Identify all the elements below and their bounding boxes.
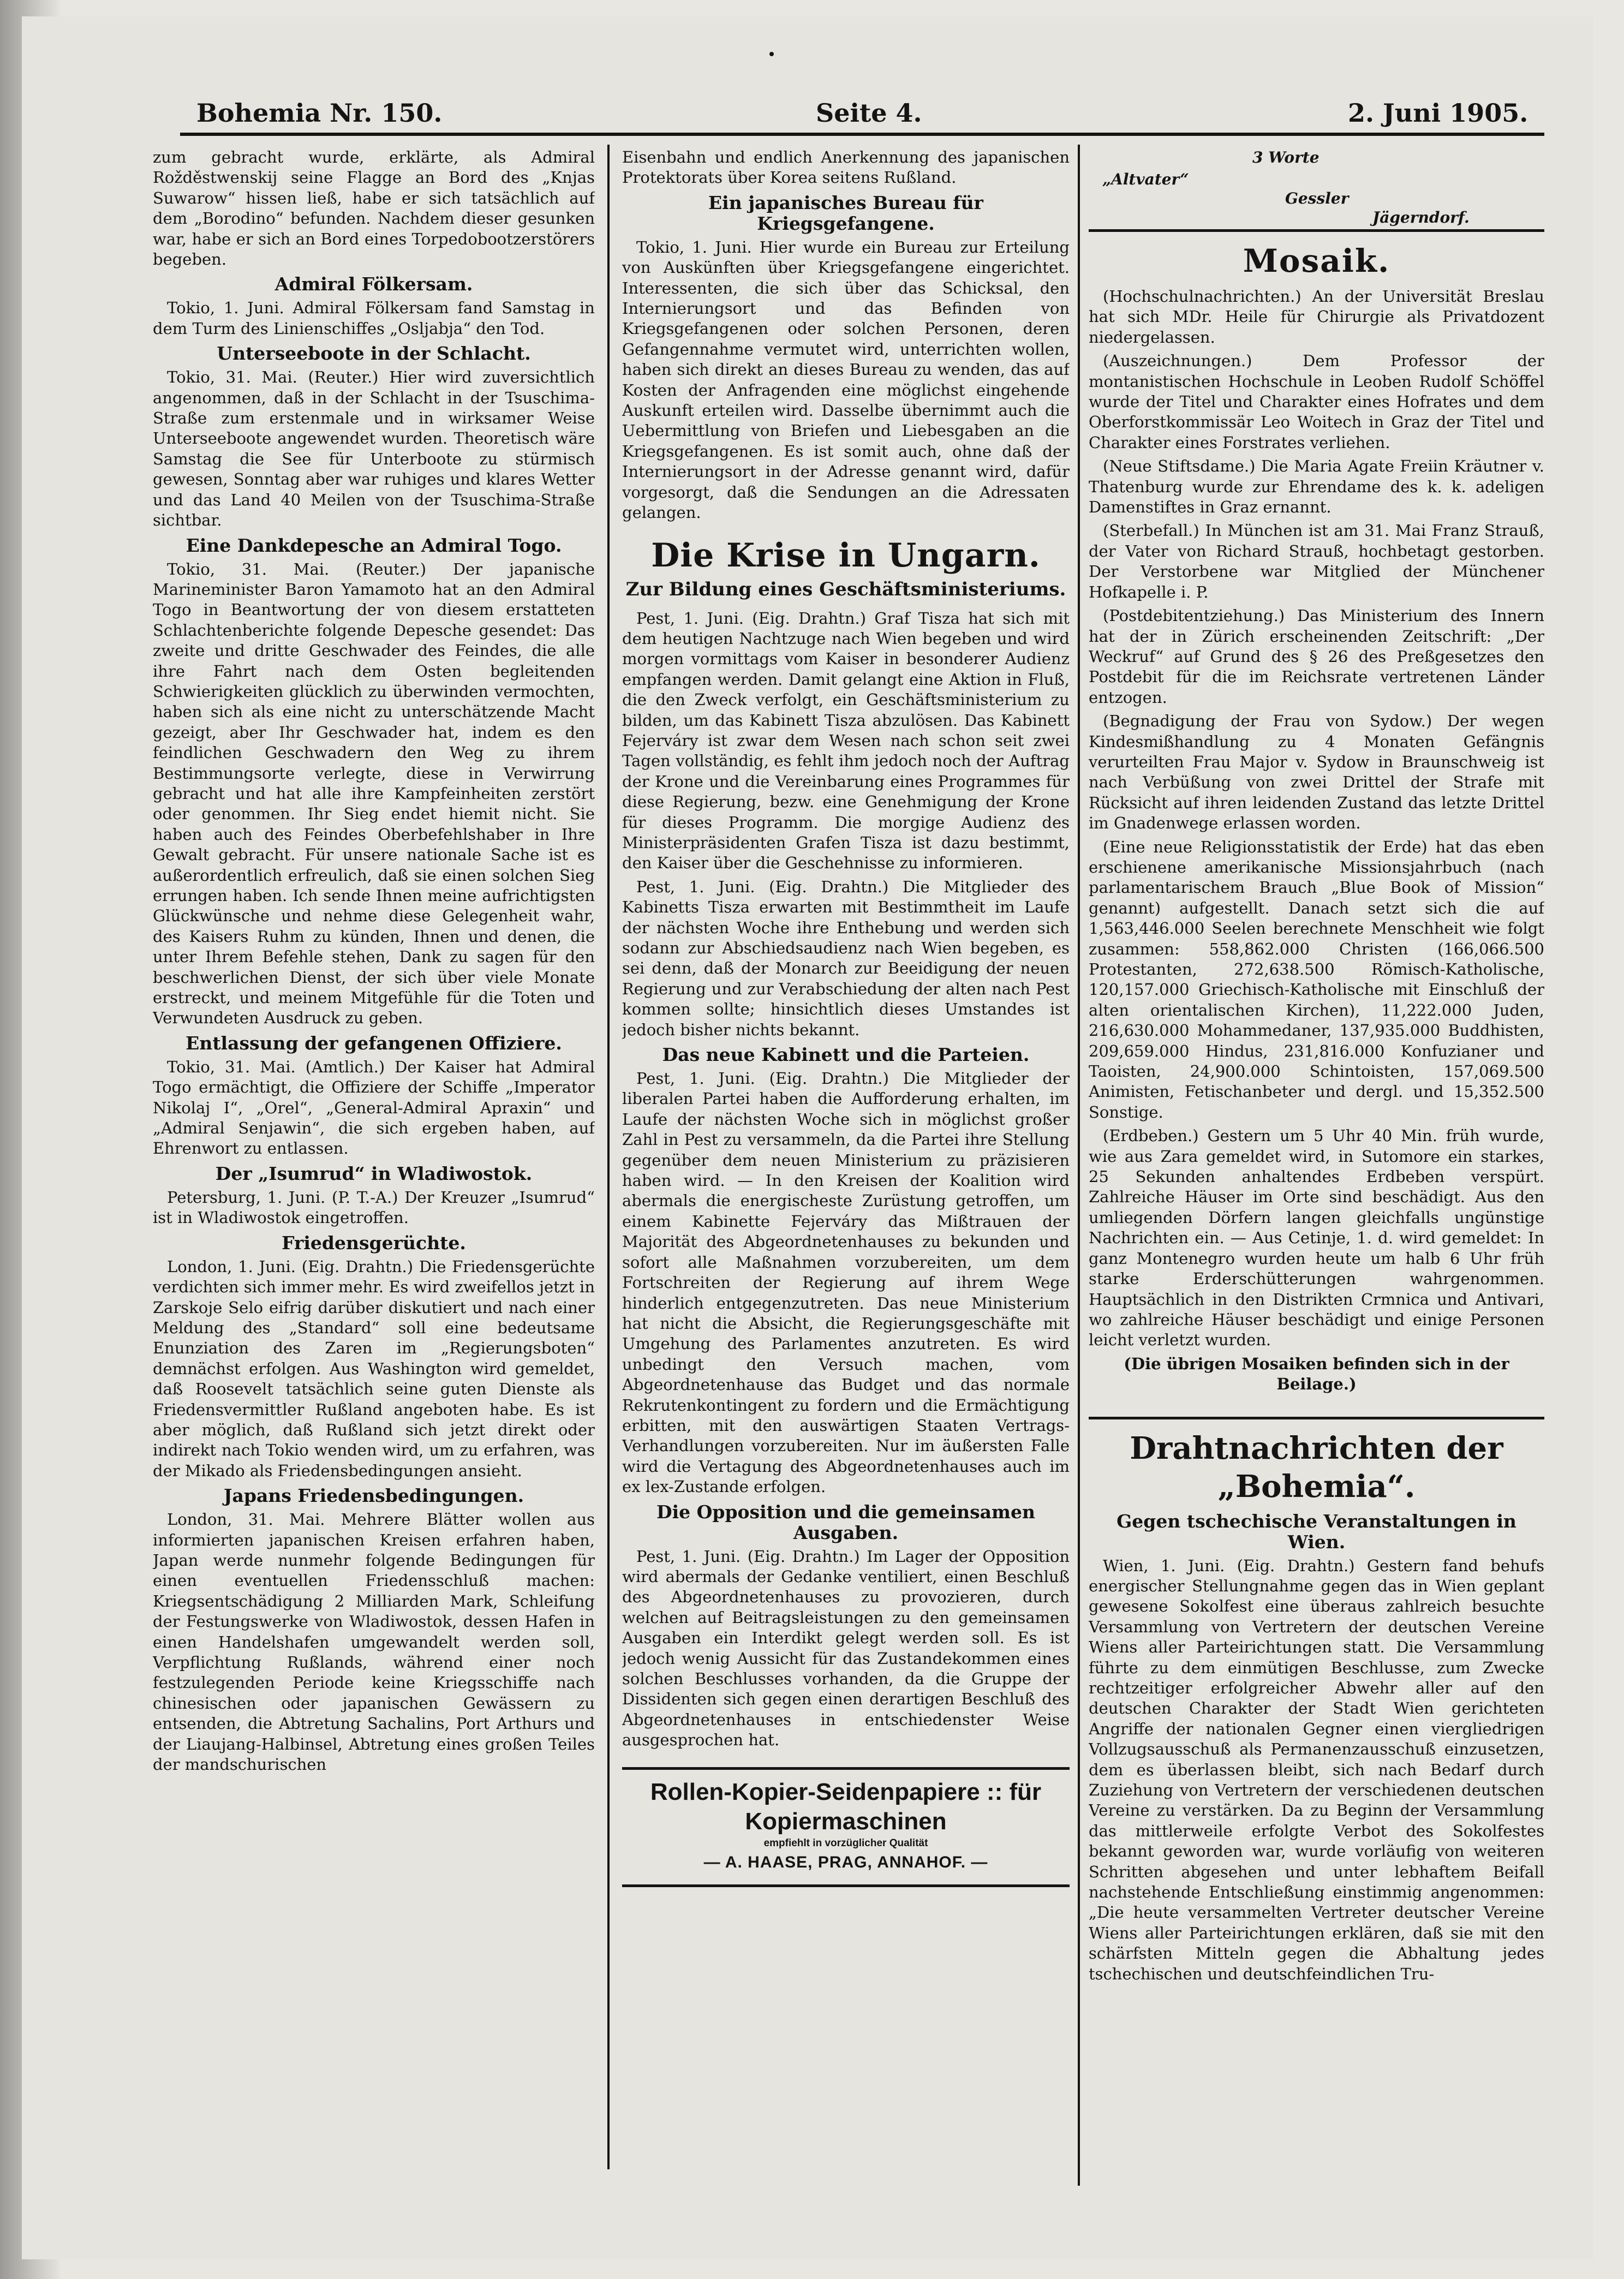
- article-continuation: zum gebracht wurde, erklärte, als Admiral Rožděstwenskij seine Flagge an Bord des „Knjas Suwarow“ hissen ließ, habe er sich tatsächlich auf dem „Borodino“ befunden. Nachdem dieser gesunken war, habe er sich an Bord eines Torpedobootzerstörers begeben.: [153, 148, 595, 269]
- mosaik-item: (Erdbeben.) Gestern um 5 Uhr 40 Min. früh wurde, wie aus Zara gemeldet wird, in Sutomore ein starkes, 25 Sekunden anhaltendes Erdbeben verspürt. Zahlreiche Häuser im Orte sind beschädigt. Aus den umliegenden Dörfern langen gleichfalls ungünstige Nachrichten ein. — Aus Cetinje, 1. d. wird gemeldet: In ganz Montenegro wurden heute um halb 6 Uhr früh starke Erderschütterungen wahrgenommen. Hauptsächlich in den Distrikten Crmnica und Antivari, wo zahlreiche Häuser beschädigt und einige Personen leicht verletzt wurden.: [1089, 1126, 1544, 1350]
- page-number: Seite 4.: [816, 98, 922, 128]
- article-text: Tokio, 31. Mai. (Reuter.) Der japanische Marineminister Baron Yamamoto hat an den Admiral Togo in Beantwortung der von diesem erstatteten Schlachtenberichte folgende Depesche gesendet: Das zweite und dritte Geschwader des Feindes, die alle ihre Fahrt nach dem Osten begleitenden Schwierigkeiten glücklich zu überwinden vermochten, haben sich als eine nicht zu unterschätzende Macht gezeigt, aber Ihr Geschwader hat, indem es den feindlichen Geschwadern den Weg zu ihrem Bestimmungsorte verlegte, diese in Verwirrung gebracht und hat alle ihre Kampfeinheiten zerstört oder genommen. Ihr Sieg endet hiemit nicht. Sie haben auch des Feindes Oberbefehlshaber in Ihre Gewalt gebracht. Für unsere nationale Sache ist es außerordentlich erfreulich, daß sie einen solchen Sieg errungen haben. Ich sende Ihnen meine aufrichtigsten Glückwünsche und nehme diese Gelegenheit wahr, des Kaisers Ruhm zu künden, Ihnen und denen, die unter Ihrem Befehle stehen, Dank zu sagen für den beschwerlichen Dienst, der sich über viele Monate erstreckt, und meinem Mitgefühle für die Toten und Verwundeten Ausdruck zu geben.: [153, 559, 595, 1028]
- column-1: [153, 147, 595, 2167]
- article-text: London, 1. Juni. (Eig. Drahtn.) Die Friedensgerüchte verdichten sich immer mehr. Es wird zweifellos jetzt in Zarskoje Selo eifrig darüber diskutiert und nach einer Meldung des „Standard“ soll eine bedeutsame Enunziation des Zaren im „Regierungsboten“ demnächst erfolgen. Aus Washington wird gemeldet, daß Roosevelt tatsächlich seine guten Dienste als Friedensvermittler Rußland angeboten habe. Es ist aber möglich, daß Rußland sich jetzt direkt oder indirekt nach Tokio wenden wird, um zu erfahren, was der Mikado als Friedensbedingungen ansieht.: [153, 1257, 595, 1480]
- headline-entlassung: Entlassung der gefangenen Offiziere.: [186, 1032, 562, 1054]
- article-text: Pest, 1. Juni. (Eig. Drahtn.) Graf Tisza hat sich mit dem heutigen Nachtzuge nach Wien begeben und wird morgen vormittags vom Kaiser in besonderer Audienz empfangen werden. Damit gelangt eine Aktion in Fluß, die den Zweck verfolgt, ein Geschäftsministerium zu bilden, um das Kabinett Tisza abzulösen. Das Kabinett Fejerváry ist zwar dem Wesen nach schon seit zwei Tagen vollständig, es fehlt ihm jedoch noch der Auftrag der Krone und die Vereinbarung eines Programmes für diese Regierung, bezw. eine Genehmigung der Krone für dieses Programm. Die morgige Audienz des Ministerpräsidenten Grafen Tisza ist dazu bestimmt, den Kaiser über die Geschehnisse zu informieren.: [622, 608, 1070, 873]
- mosaik-item: (Postdebitentziehung.) Das Ministerium des Innern hat der in Zürich erscheinenden Zeitschrift: „Der Weckruf“ auf Grund des § 26 des Preßgesetzes den Postdebit für die im Reichsrate vertretenen Länder entzogen.: [1089, 606, 1544, 707]
- ad-address: — A. HAASE, PRAG, ANNAHOF. —: [703, 1853, 988, 1871]
- mosaik-item: (Auszeichnungen.) Dem Professor der montanistischen Hochschule in Leoben Rudolf Schöffel wurde der Titel und Charakter eines Hofrates und dem Oberforstkommissär Leo Woitech in Graz der Titel und Charakter eines Forstrates verliehen.: [1089, 351, 1544, 452]
- ad-logo-text: „Altvater“: [1102, 170, 1189, 188]
- mosaik-item: (Hochschulnachrichten.) An der Universität Breslau hat sich MDr. Heile für Chirurgie als Privatdozent niedergelassen.: [1089, 287, 1544, 347]
- advertisement-haase: [622, 1767, 1070, 1887]
- subheadline-geschaeftsministerium: Zur Bildung eines Geschäftsministeriums.: [625, 578, 1066, 600]
- masthead-issue: Bohemia Nr. 150.: [196, 98, 443, 128]
- article-text: Pest, 1. Juni. (Eig. Drahtn.) Im Lager der Opposition wird abermals der Gedanke ventiliert, einen Beschluß des Abgeordnetenhauses zu provozieren, durch welchen auf Beitragsleistungen zu den gemeinsamen Ausgaben ein Interdikt gelegt werden soll. Es ist jedoch wenig Aussicht für das Zustandekommen eines solchen Beschlusses vorhanden, da die Gruppe der Dissidenten sich gegen einen derartigen Beschluß des Abgeordnetenhauses in entschiedenster Weise ausgesprochen hat.: [622, 1547, 1070, 1750]
- header-rule: [180, 133, 1544, 136]
- headline-friedensbedingungen: Japans Friedensbedingungen.: [223, 1485, 524, 1507]
- headline-unterseeboote: Unterseeboote in der Schlacht.: [217, 343, 531, 365]
- section-title-mosaik: Mosaik.: [1243, 242, 1390, 279]
- headline-neues-kabinett: Das neue Kabinett und die Parteien.: [662, 1044, 1030, 1066]
- column-2: [622, 147, 1070, 2167]
- ad-logo-text: Gessler: [1285, 189, 1349, 207]
- issue-date: 2. Juni 1905.: [1348, 98, 1529, 128]
- article-continuation: Eisenbahn und endlich Anerkennung des japanischen Protektorats über Korea seitens Rußland.: [622, 148, 1070, 187]
- mosaik-item: (Begnadigung der Frau von Sydow.) Der wegen Kindesmißhandlung zu 4 Monaten Gefängnis verurteilten Frau Major v. Sydow in Braunschweig ist nach Verbüßung von zwei Drittel der Strafe mit Rücksicht auf ihren leidenden Zustand das letzte Drittel im Gnadenwege erlassen worden.: [1089, 712, 1544, 833]
- ad-logo-text: Jägerndorf.: [1372, 208, 1470, 226]
- mosaik-item: (Sterbefall.) In München ist am 31. Mai Franz Strauß, der Vater von Richard Strauß, hochbetagt gestorben. Der Verstorbene war Mitglied der Münchener Hofkapelle i. P.: [1089, 521, 1544, 601]
- column-rule-1: [607, 145, 610, 2169]
- headline-friedensgeruechte: Friedensgerüchte.: [282, 1232, 466, 1254]
- ad-logo-text: 3 Worte: [1252, 148, 1320, 166]
- article-text: Pest, 1. Juni. (Eig. Drahtn.) Die Mitglieder des Kabinetts Tisza erwarten mit Bestimmtheit im Laufe der nächsten Woche ihre Enthebung und werden sich sodann zur Abschiedsaudienz nach Wien begeben, es sei denn, daß der Monarch zur Beeidigung der neuen Regierung und zur Verabschiedung der alten nach Pest kommen sollte; hinsichtlich dieses Umstandes ist jedoch bisher nichts bekannt.: [622, 877, 1070, 1039]
- headline-dankdepesche: Eine Dankdepesche an Admiral Togo.: [186, 534, 562, 556]
- mosaik-footnote: (Die übrigen Mosaiken befinden sich in der Beilage.): [1124, 1354, 1509, 1394]
- ad-tagline: empfiehlt in vorzüglicher Qualität: [763, 1837, 928, 1849]
- headline-foelkersam: Admiral Fölkersam.: [274, 273, 473, 295]
- article-text: Pest, 1. Juni. (Eig. Drahtn.) Die Mitglieder der liberalen Partei haben die Aufforderung erhalten, im Laufe der nächsten Woche sich in möglichst großer Zahl in Pest zu versammeln, da die Partei ihre Stellung gegenüber dem neuen Ministerium zu präzisieren haben wird. — In den Kreisen der Koalition wird abermals die energischeste Zurüstung getroffen, um einem Kabinette Fejerváry das Mißtrauen der Majorität des Abgeordnetenhauses zu bekunden und sofort alle Maßnahmen vorzubereiten, um dem Fortschreiten der Regierung auf ihrem Wege hinderlich entgegenzutreten. Das neue Ministerium hat nicht die Absicht, die Regierungsgeschäfte mit Umgehung des Parlamentes anzutreten. Es wird unbedingt den Versuch machen, vom Abgeordnetenhause das Budget und das normale Rekrutenkontingent zu fordern und die Ermächtigung erbitten, mit den auswärtigen Staaten Vertrags-Verhandlungen vorzubereiten. Nur im äußersten Falle wird die Vertagung des Abgeordnetenhauses auch im ex lex-Zustande erfolgen.: [622, 1069, 1070, 1496]
- headline-isumrud: Der „Isumrud“ in Wladiwostok.: [215, 1162, 533, 1184]
- headline-opposition: Die Opposition und die gemeinsamen Ausgaben.: [656, 1501, 1035, 1543]
- column-rule-2: [1078, 145, 1080, 2186]
- headline-krise-ungarn: Die Krise in Ungarn.: [651, 536, 1041, 575]
- section-title-drahtnachrichten: Drahtnachrichten der „Bohemia“.: [1089, 1417, 1544, 1506]
- column-3: [1089, 147, 1544, 2183]
- headline-bureau: Ein japanisches Bureau für Kriegsgefangene.: [708, 192, 983, 234]
- article-text: Petersburg, 1. Juni. (P. T.-A.) Der Kreuzer „Isumrud“ ist in Wladiwostok eingetroffen.: [153, 1188, 595, 1227]
- article-text: Tokio, 31. Mai. (Amtlich.) Der Kaiser hat Admiral Togo ermächtigt, die Offiziere der Schiffe „Imperator Nikolaj I“, „Orel“, „General-Admiral Apraxin“ und „Admiral Senjawin“, die sich ergeben haben, auf Ehrenwort zu entlassen.: [153, 1057, 595, 1158]
- headline-tschechische-veranstaltungen: Gegen tschechische Veranstaltungen in Wien.: [1116, 1510, 1516, 1553]
- mosaik-item: (Neue Stiftsdame.) Die Maria Agate Freiin Kräutner v. Thatenburg wurde zur Ehrendame des k. k. adeligen Damenstiftes in Graz ernannt.: [1089, 457, 1544, 517]
- mosaik-item: (Eine neue Religionsstatistik der Erde) hat das eben erschienene amerikanische Missionsjahrbuch (nach parlamentarischem Brauch „Blue Book of Mission“ genannt) aufgestellt. Danach setzt sich die auf 1,563,446.000 Seelen berechnete Menschheit wie folgt zusammen: 558,862.000 Christen (166,066.500 Protestanten, 272,638.500 Römisch-Katholische, 120,157.000 Griechisch-Katholische mit Einschluß der alten orientalischen Kirchen), 11,222.000 Juden, 216,630.000 Mohammedaner, 137,935.000 Buddhisten, 209,659.000 Hindus, 231,816.000 Konfuzianer und Taoisten, 24,900.000 Schintoisten, 157,069.500 Animisten, Fetischanbeter und dergl. und 15,352.500 Sonstige.: [1089, 837, 1544, 1121]
- article-text: Tokio, 31. Mai. (Reuter.) Hier wird zuversichtlich angenommen, daß in der Schlacht in der Tsuschima-Straße zum erstenmale und in wirksamer Weise Unterseeboote angewendet wurden. Theoretisch wäre Samstag die See für Unterboote zu stürmisch gewesen, Sonntag aber war ruhiges und klares Wetter und das Land 40 Meilen von der Tsuschima-Straße sichtbar.: [153, 368, 595, 530]
- article-text: Tokio, 1. Juni. Admiral Fölkersam fand Samstag in dem Turm des Linienschiffes „Osljabja“ den Tod.: [153, 299, 595, 338]
- article-text: Tokio, 1. Juni. Hier wurde ein Bureau zur Erteilung von Auskünften über Kriegsgefangene eingerichtet. Interessenten, die sich über das Schicksal, den Internierungsort und das Befinden von Kriegsgefangenen oder solchen Personen, deren Gefangennahme vermutet wird, unterrichten wollen, haben sich direkt an dieses Bureau zu wenden, das auf Kosten der Anfragenden eine möglichst eingehende Auskunft erteilen wird. Dasselbe übernimmt auch die Uebermittlung von Briefen und Liebesgaben an die Kriegsgefangenen. Es ist somit auch, ohne daß der Internierungsort in der Adresse genannt wird, dafür vorgesorgt, daß die Sendungen an die Adressaten gelangen.: [622, 237, 1070, 522]
- print-dot: [769, 52, 774, 56]
- ad-headline: Rollen-Kopier-Seidenpapiere :: für Kopiermaschinen: [650, 1778, 1042, 1835]
- article-text: Wien, 1. Juni. (Eig. Drahtn.) Gestern fand behufs energischer Stellungnahme gegen das in Wien geplant gewesene Sokolfest eine überaus zahlreich besuchte Versammlung von Vertretern der deutschen Vereine Wiens aller Parteirichtungen statt. Die Versammlung führte zu dem einmütigen Beschlusse, zum Zwecke rechtzeitiger erfolgreicher Abwehr aller auf den deutschen Charakter der Stadt Wien gerichteten Angriffe der nationalen Gegner einen viergliedrigen Vollzugsausschuß als Permanenzausschuß einzusetzen, dem es überlassen bleibt, sich nach Bedarf durch Zuziehung von Vertretern der verschiedenen deutschen Vereine zu verstärken. Da zu Beginn der Versammlung das mittlerweile erfolgte Verbot des Sokolfestes bekannt geworden war, wurde vorläufig von weiteren Schritten abgesehen und unter lebhaftem Beifall nachstehende Entschließung einstimmig angenommen: „Die heute versammelten Vertreter deutscher Vereine Wiens aller Parteirichtungen erklären, daß sie mit den schärfsten Mitteln gegen die Abhaltung jedes tschechischen und deutschfeindlichen Tru-: [1089, 1556, 1544, 1983]
- article-text: London, 31. Mai. Mehrere Blätter wollen aus informierten japanischen Kreisen erfahren haben, Japan werde nunmehr folgende Bedingungen für einen eventuellen Friedensschluß machen: Kriegsentschädigung 2 Milliarden Mark, Schleifung der Festungswerke von Wladiwostok, dessen Hafen in einen Handelshafen umgewandelt werden soll, Verpflichtung Rußlands, während einer noch festzulegenden Periode keine Kriegsschiffe nach chinesischen oder japanischen Gewässern zu entsenden, die Abtretung Sachalins, Port Arthurs und der Liaujang-Halbinsel, Abtretung eines großen Teiles der mandschurischen: [153, 1510, 595, 1774]
- advertisement-logos: [1089, 147, 1544, 232]
